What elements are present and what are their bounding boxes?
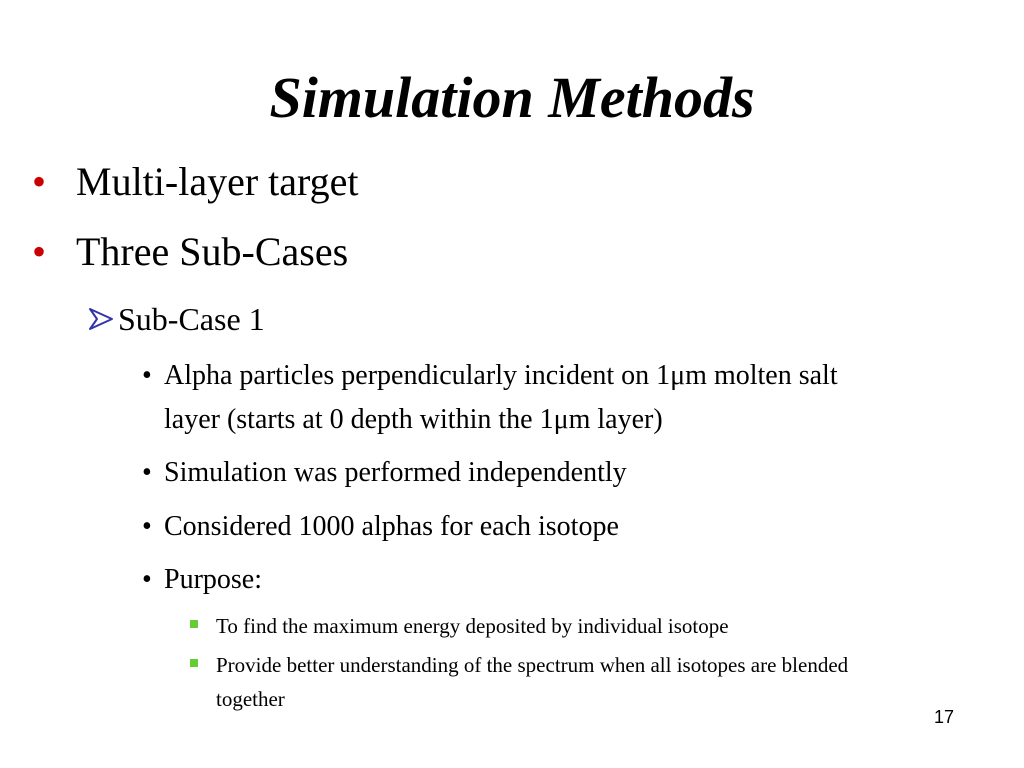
red-dot-bullet-icon: •	[32, 159, 47, 204]
dot-bullet-icon: •	[142, 360, 152, 391]
detail-text: Considered 1000 alphas for each isotope	[164, 511, 619, 542]
detail-text-line1: Alpha particles perpendicularly incident on 1μm molten salt	[164, 360, 838, 391]
dot-bullet-icon: •	[142, 564, 152, 595]
bullet-text: Multi-layer target	[76, 159, 359, 204]
green-square-bullet-icon	[190, 620, 198, 628]
detail-text-line2: layer (starts at 0 depth within the 1μm layer)	[164, 404, 663, 435]
detail-text: Purpose:	[164, 564, 262, 595]
red-dot-bullet-icon: •	[32, 229, 47, 274]
detail-text: Simulation was performed independently	[164, 457, 627, 488]
purpose-text-line1: Provide better understanding of the spectrum when all isotopes are blended	[216, 653, 849, 677]
arrow-bullet-icon	[88, 307, 114, 331]
slide-title: Simulation Methods	[269, 65, 755, 130]
dot-bullet-icon: •	[142, 511, 152, 542]
dot-bullet-icon: •	[142, 457, 152, 488]
purpose-text: To find the maximum energy deposited by individual isotope	[216, 614, 729, 638]
purpose-text-line2: together	[216, 687, 285, 711]
slide-number: 17	[934, 707, 955, 727]
subcase-text: Sub-Case 1	[118, 301, 265, 337]
bullet-text: Three Sub-Cases	[76, 229, 349, 274]
green-square-bullet-icon	[190, 659, 198, 667]
